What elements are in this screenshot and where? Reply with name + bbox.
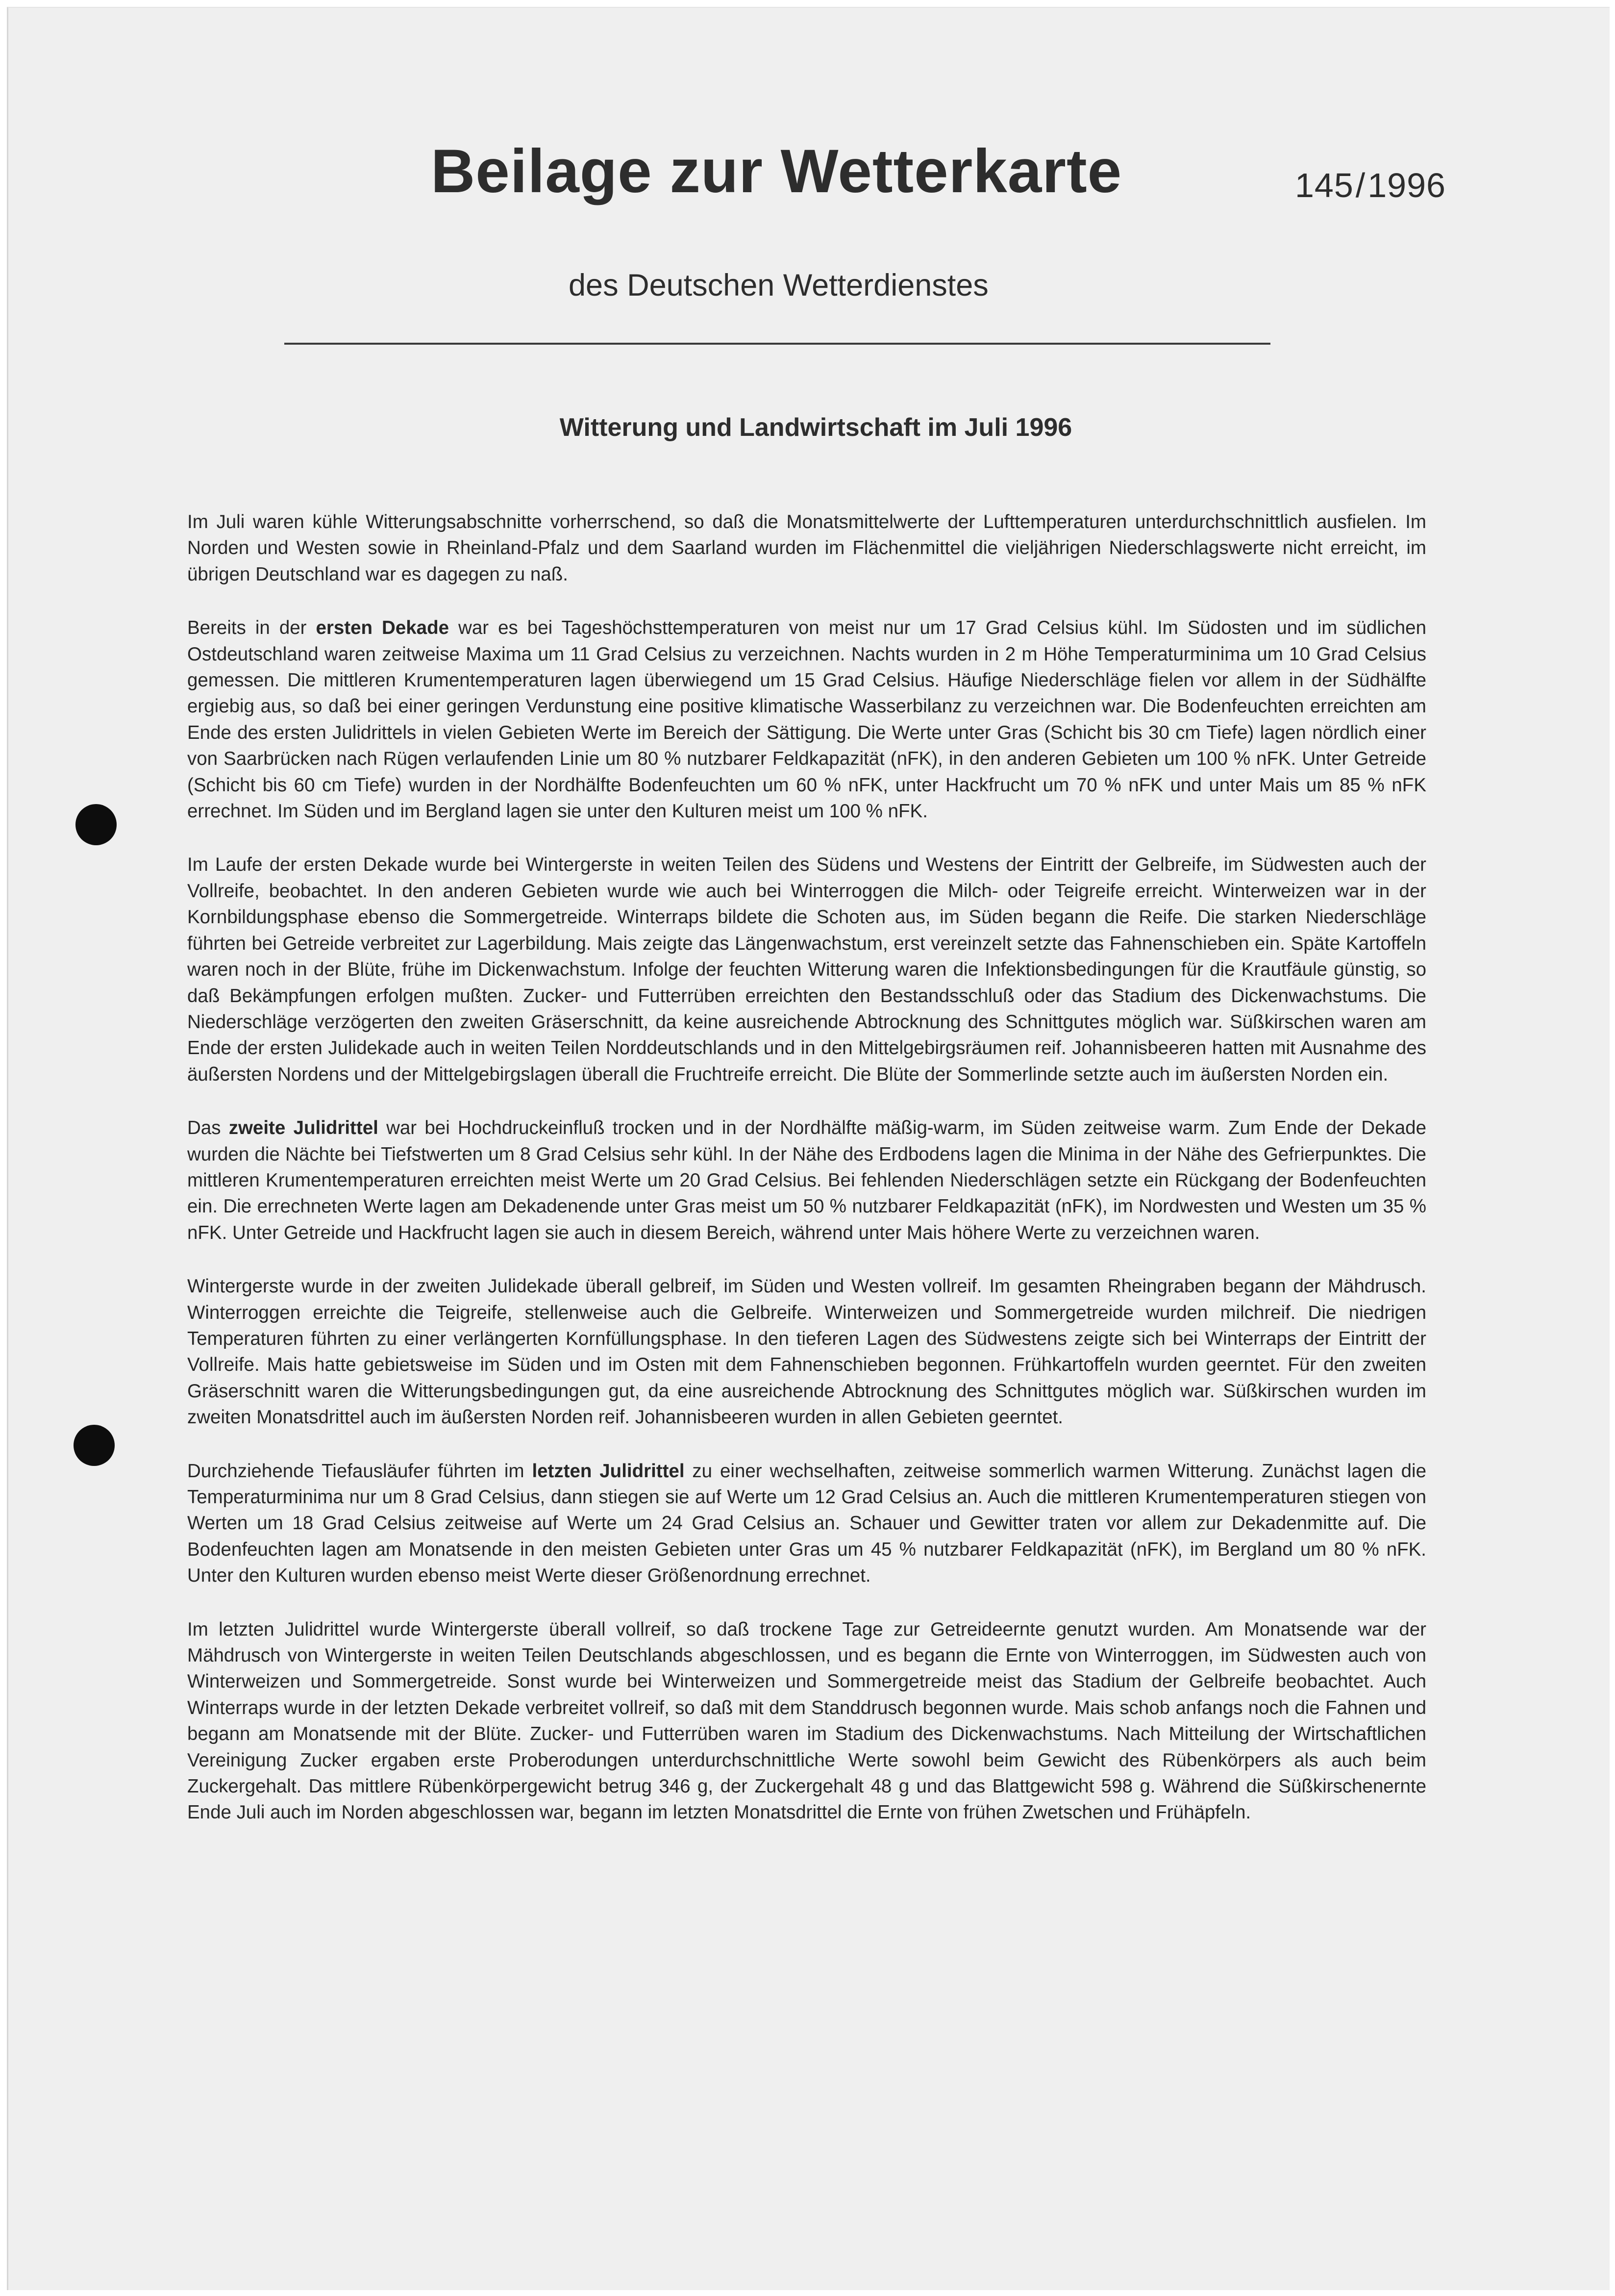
paragraph-lead: Bereits in der [187, 617, 316, 639]
issue-separator: / [1355, 166, 1366, 204]
paragraph-text: Im Juli waren kühle Witterungsabschnitte vorherrschend, so daß die Monatsmittelwerte der Lufttemperaturen unterdurchschnittlich ausfielen. Im Norden und Westen sowie in Rheinland-Pfalz und dem Saarland wurden im Flächenmittel die vieljährigen Niederschlagswerte nicht erreicht, im übrigen Deutschland war es dagegen zu naß. [187, 511, 1426, 585]
paragraph-last-decade-weather [187, 1458, 1426, 1589]
paragraph-text: war bei Hochdruckeinfluß trocken und in der Nordhälfte mäßig-warm, im Süden zeitweise warm. Zum Ende der Dekade wurden die Nächte bei Tiefstwerten um 8 Grad Celsius sehr kühl. In der Nähe des Erdbodens lagen die Minima in der Nähe des Gefrierpunktes. Die mittleren Krumentemperaturen erreichten meist Werte um 20 Grad Celsius. Bei fehlenden Niederschlägen setzte ein Rückgang der Bodenfeuchten ein. Die errechneten Werte lagen am Dekadenende unter Gras meist um 50 % nutzbarer Feldkapazität (nFK), im Nordwesten und Westen um 35 % nFK. Unter Getreide und Hackfrucht lagen sie auch in diesem Bereich, während unter Mais höhere Werte zu verzeichnen waren. [187, 1117, 1426, 1243]
article-body [187, 509, 1426, 1853]
paragraph-text: Wintergerste wurde in der zweiten Julidekade überall gelbreif, im Süden und Westen vollreif. Im gesamten Rheingraben begann der Mähdrusch. Winterroggen erreichte die Teigreife, stellenweise auch die Gelbreife. Winterweizen und Sommergetreide wurden milchreif. Die niedrigen Temperaturen führten zu einer verlängerten Kornfüllungsphase. In den tieferen Lagen des Südwestens zeigte sich bei Winterraps der Eintritt der Vollreife. Mais hatte gebietsweise im Süden und im Osten mit dem Fahnenschieben begonnen. Frühkartoffeln wurden geerntet. Für den zweiten Gräserschnitt waren die Witterungsbedingungen gut, da eine ausreichende Abtrocknung des Schnittgutes möglich war. Süßkirschen wurden im zweiten Monatsdrittel auch im äußersten Norden reif. Johannisbeeren wurden in allen Gebieten geerntet. [187, 1276, 1426, 1428]
document-page [7, 7, 1610, 2290]
paragraph-second-decade-weather [187, 1115, 1426, 1246]
paragraph-first-decade-crops [187, 852, 1426, 1087]
issue-year: 1996 [1367, 166, 1446, 204]
paragraph-text: war es bei Tageshöchsttemperaturen von meist nur um 17 Grad Celsius kühl. Im Südosten und im südlichen Ostdeutschland waren zeitweise Maxima um 11 Grad Celsius zu verzeichnen. Nachts wurden in 2 m Höhe Temperaturminima um 10 Grad Celsius gemessen. Die mittleren Krumentemperaturen lagen überwiegend um 15 Grad Celsius. Häufige Niederschläge fielen vor allem in der Südhälfte ergiebig aus, so daß bei einer geringen Verdunstung eine positive klimatische Wasserbilanz zu verzeichnen war. Die Bodenfeuchten erreichten am Ende des ersten Julidrittels in vielen Gebieten Werte im Bereich der Sättigung. Die Werte unter Gras (Schicht bis 30 cm Tiefe) lagen nördlich einer von Saarbrücken nach Rügen verlaufenden Linie um 80 % nutzbarer Feldkapazität (nFK), in den anderen Gebieten um 100 % nFK. Unter Getreide (Schicht bis 60 cm Tiefe) wurden in der Nordhälfte Bodenfeuchten um 60 % nFK, unter Hackfrucht um 70 % nFK und unter Mais um 85 % nFK errechnet. Im Süden und im Bergland lagen sie unter den Kulturen meist um 100 % nFK. [187, 617, 1426, 822]
document-subtitle: des Deutschen Wetterdienstes [569, 268, 989, 303]
paragraph-last-decade-crops [187, 1616, 1426, 1826]
paragraph-text: Im letzten Julidrittel wurde Wintergerste überall vollreif, so daß trockene Tage zur Getreideernte genutzt wurden. Am Monatsende war der Mähdrusch von Wintergerste in weiten Teilen Deutschlands abgeschlossen, und es begann die Ernte von Winterroggen, im Südwesten auch von Winterweizen und Sommergetreide. Sonst wurde bei Winterweizen und Sommergetreide meist das Stadium der Gelbreife beobachtet. Auch Winterraps wurde in der letzten Dekade verbreitet vollreif, so daß mit dem Standdrusch begonnen wurde. Mais schob anfangs noch die Fahnen und begann am Monatsende mit der Blüte. Zucker- und Futterrüben waren im Stadium des Dickenwachstums. Nach Mitteilung der Wirtschaftlichen Vereinigung Zucker ergaben erste Proberodungen unterdurchschnittliche Werte sowohl beim Gewicht des Rübenkörpers als auch beim Zuckergehalt. Das mittlere Rübenkörpergewicht betrug 346 g, der Zuckergehalt 48 g und das Blattgewicht 598 g. Während die Süßkirschenernte Ende Juli auch im Norden abgeschlossen war, begann im letzten Monatsdrittel die Ernte von frühen Zwetschen und Frühäpfeln. [187, 1618, 1426, 1823]
paragraph-text: Im Laufe der ersten Dekade wurde bei Wintergerste in weiten Teilen des Südens und Westens der Eintritt der Gelbreife, im Südwesten auch der Vollreife, beobachtet. In den anderen Gebieten wurde wie auch bei Winterroggen die Milch- oder Teigreife erreicht. Winterweizen war in der Kornbildungsphase ebenso die Sommergetreide. Winterraps bildete die Schoten aus, im Süden begann die Reife. Die starken Niederschläge führten bei Getreide verbreitet zur Lagerbildung. Mais zeigte das Längenwachstum, erst vereinzelt setzte das Fahnenschieben ein. Späte Kartoffeln waren noch in der Blüte, frühe im Dickenwachstum. Infolge der feuchten Witterung waren die Infektionsbedingungen für die Krautfäule günstig, so daß Bekämpfungen erfolgen mußten. Zucker- und Futterrüben erreichten den Bestandsschluß oder das Stadium des Dickenwachstums. Die Niederschläge verzögerten den zweiten Gräserschnitt, da keine ausreichende Abtrocknung des Schnittgutes möglich war. Süßkirschen waren am Ende der ersten Julidekade auch in weiten Teilen Norddeutschlands und in den Mittelgebirgsräumen reif. Johannisbeeren hatten mit Ausnahme des äußersten Nordens und der Mittelgebirgslagen überall die Fruchtreife erreicht. Die Blüte der Sommerlinde setzte auch im äußersten Norden ein. [187, 854, 1426, 1085]
paragraph-lead: Durchziehende Tiefausläufer führten im [187, 1460, 532, 1482]
paragraph-second-decade-crops [187, 1273, 1426, 1430]
issue-number [1295, 166, 1446, 205]
paragraph-keyword: ersten Dekade [316, 617, 449, 639]
section-heading: Witterung und Landwirtschaft im Juli 1996 [559, 413, 1072, 442]
paragraph-lead: Das [187, 1117, 229, 1139]
paragraph-keyword: zweite Julidrittel [228, 1117, 378, 1139]
paragraph-text: zu einer wechselhaften, zeitweise sommerlich warmen Witterung. Zunächst lagen die Temperaturminima nur um 8 Grad Celsius, dann stiegen sie auf Werte um 12 Grad Celsius an. Auch die mittleren Krumentemperaturen stiegen von Werten um 18 Grad Celsius zeitweise auf Werte um 24 Grad Celsius an. Schauer und Gewitter traten vor allem zur Dekadenmitte auf. Die Bodenfeuchten lagen am Monatsende in den meisten Gebieten unter Gras um 45 % nutzbarer Feldkapazität (nFK), im Bergland um 80 % nFK. Unter den Kulturen wurden ebenso meist Werte dieser Größenordnung errechnet. [187, 1460, 1426, 1587]
header-divider [284, 343, 1270, 345]
paragraph-summary [187, 509, 1426, 587]
punch-hole-bottom [74, 1425, 115, 1466]
paragraph-keyword: letzten Julidrittel [532, 1460, 685, 1482]
paragraph-first-decade-weather [187, 615, 1426, 824]
issue-number-value: 145 [1295, 166, 1354, 204]
document-title: Beilage zur Wetterkarte [431, 137, 1122, 205]
punch-hole-top [75, 804, 117, 845]
